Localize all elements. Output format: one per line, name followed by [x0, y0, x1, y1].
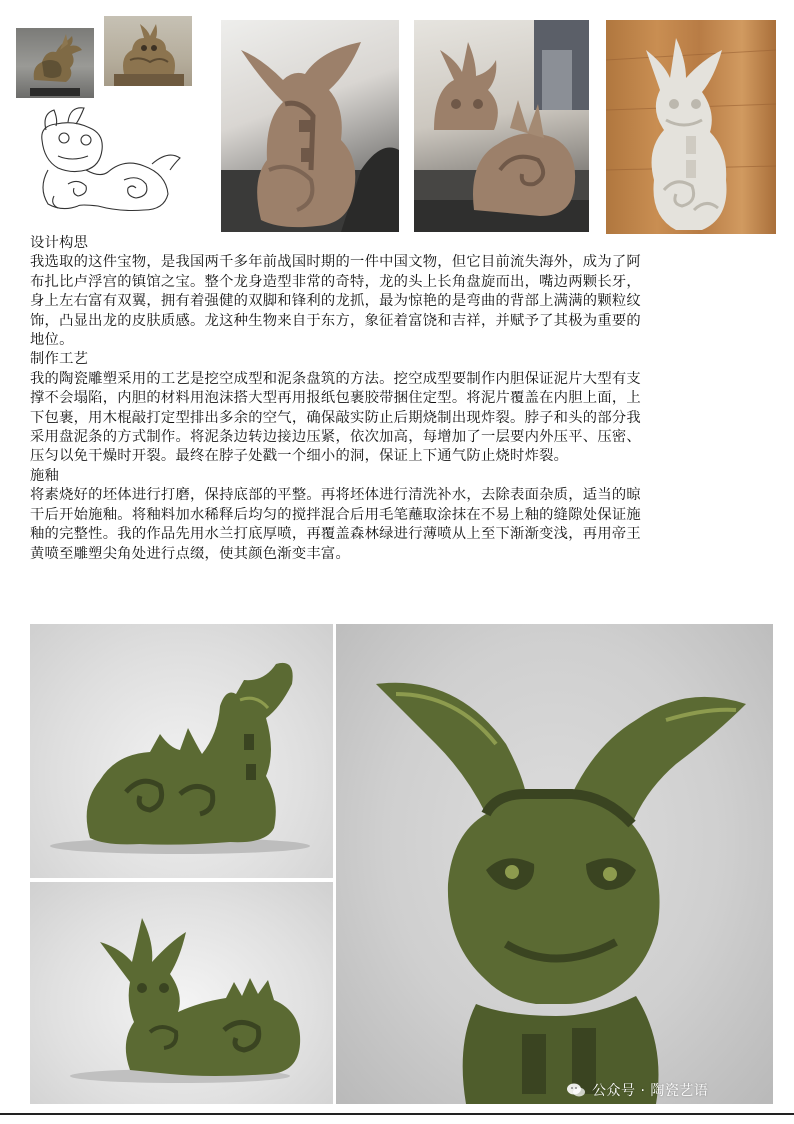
paragraph-line: 釉的完整性。我的作品先用水兰打底厚喷，再覆盖森林绿进行薄喷从上至下渐渐变浅，再用帝王 [30, 526, 641, 543]
wechat-account-watermark [566, 1079, 708, 1101]
paragraph-line: 饰，凸显出龙的皮肤质感。龙这种生物来自于东方，象征着富饶和吉祥，并赋予了其极为重要的 [30, 312, 641, 329]
section-heading-glazing: 施釉 [30, 467, 60, 484]
reference-photo-bronze-dragon-front [104, 16, 192, 86]
page-bottom-divider [0, 1113, 794, 1115]
paragraph-line: 下包裹，用木棍敲打定型排出多余的空气，确保敲实防止后期烧制出现炸裂。脖子和头的部分我 [30, 409, 641, 426]
photo-glazed-sculpture-closeup [336, 624, 773, 1104]
paragraph-line: 黄喷至雕塑尖角处进行点缀，使其颜色渐变丰富。 [30, 545, 351, 562]
paragraph-line: 将素烧好的坯体进行打磨，保持底部的平整。再将坯体进行清洗补水，去除表面杂质，适当的晾 [30, 487, 641, 504]
article-text [30, 234, 774, 564]
paragraph-line: 撑不会塌陷，内胆的材料用泡沫搭大型再用报纸包裹胶带捆住定型。将泥片覆盖在内胆上面，上 [30, 390, 641, 407]
watermark-text: 公众号 · 陶瓷艺语 [592, 1083, 709, 1099]
paragraph-line: 地位。 [30, 332, 74, 349]
photo-glazed-sculpture-three-quarter [30, 882, 333, 1104]
section-heading-craft: 制作工艺 [30, 351, 89, 368]
reference-photo-bronze-dragon-side [16, 28, 94, 98]
paragraph-line: 身上左右富有双翼，拥有着强健的双脚和锋利的龙抓，最为惊艳的是弯曲的背部上满满的颗粒纹 [30, 293, 641, 310]
photo-glazed-sculpture-side [30, 624, 333, 878]
paragraph-line: 压匀以免干燥时开裂。最终在脖子处戳一个细小的洞，保证上下通气防止烧时炸裂。 [30, 448, 569, 465]
wechat-icon [566, 1082, 586, 1098]
section-heading-design-concept: 设计构思 [30, 235, 89, 251]
paragraph-line: 我选取的这件宝物，是我国两千多年前战国时期的一件中国文物，但它目前流失海外，成为了阿 [30, 254, 641, 271]
photo-bisque-fired-sculpture [606, 20, 776, 234]
paragraph-line: 干后开始施釉。将釉料加水稀释后均匀的搅拌混合后用毛笔蘸取涂抹在不易上釉的缝隙处保证施 [30, 506, 641, 523]
paragraph-line: 采用盘泥条的方式制作。将泥条边转边接边压紧，依次加高，每增加了一层要内外压平、压密、 [30, 429, 641, 446]
photo-clay-sculpture-front [414, 20, 589, 232]
paragraph-line: 我的陶瓷雕塑采用的工艺是挖空成型和泥条盘筑的方法。挖空成型要制作内胆保证泥片大型有支 [30, 370, 641, 387]
photo-clay-sculpture-rear [221, 20, 399, 232]
paragraph-line: 布扎比卢浮宫的镇馆之宝。整个龙身造型非常的奇特，龙的头上长角盘旋而出，嘴边两颗长牙， [30, 273, 641, 290]
dragon-line-sketch [28, 100, 188, 218]
